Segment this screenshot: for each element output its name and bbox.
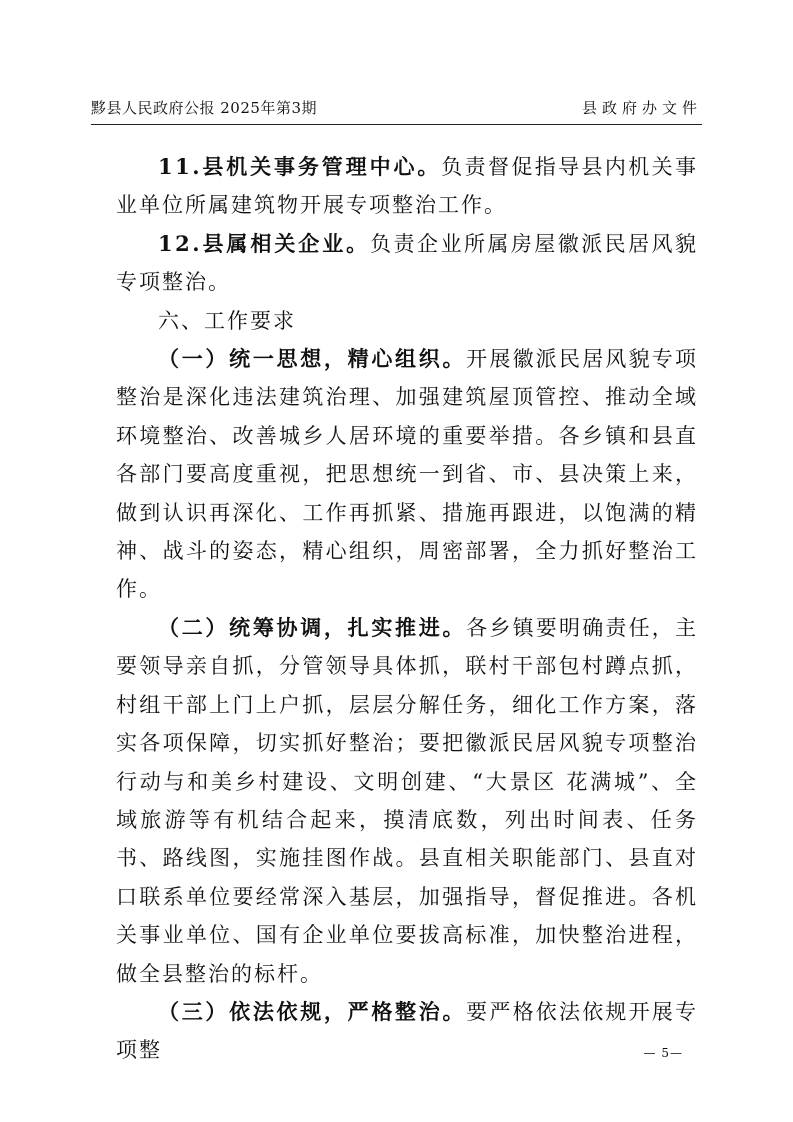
paragraph-requirement-2 [116,609,698,993]
item-heading: 11.县机关事务管理中心。 [158,154,442,179]
item-heading: 12.县属相关企业。 [158,230,371,256]
section-heading-text: 六、工作要求 [158,308,296,333]
paragraph-item-11 [116,148,698,225]
requirement-heading: （三）依法依规，严格整治。 [158,998,467,1024]
document-category: 县政府办文件 [581,99,702,117]
item-text: 负责企业所属房屋徽派民居风貌专项整治。 [116,231,698,295]
paragraph-requirement-1 [116,340,698,609]
document-body [116,148,698,1070]
requirement-heading: （二）统筹协调，扎实推进。 [158,614,467,640]
bulletin-issue-title: 黟县人民政府公报 2025年第3期 [91,99,317,117]
page-number: — 5— [643,1046,683,1060]
requirement-text: 各乡镇要明确责任，主要领导亲自抓，分管领导具体抓，联村干部包村蹲点抓，村组干部上门上户抓，层层分解任务，细化工作方案，落实各项保障，切实抓好整治；要把徽派民居风貌专项整治行动与和美乡村建设、文明创建、“大景区 花满城”、全域旅游等有机结合起来，摸清底数，列出时间表、任务书、路线图，实施挂图作战。县直相关职能部门、县直对口联系单位要经常深入基层，加强指导，督促推进。各机关事业单位、国有企业单位要拔高标准，加快整治进程，做全县整治的标杆。 [116,615,699,986]
paragraph-requirement-3 [116,993,698,1070]
requirement-heading: （一）统一思想，精心组织。 [158,346,467,372]
requirement-text: 要严格依法依规开展专项整 [116,999,699,1063]
section-heading-work-requirements [116,302,698,340]
requirement-text: 开展徽派民居风貌专项整治是深化违法建筑治理、加强建筑屋顶管控、推动全域环境整治、改善城乡人居环境的重要举措。各乡镇和县直各部门要高度重视，把思想统一到省、市、县决策上来，做到认识再深化、工作再抓紧、措施再跟进，以饱满的精神、战斗的姿态，精心组织，周密部署，全力抓好整治工作。 [116,347,699,602]
item-text: 负责督促指导县内机关事业单位所属建筑物开展专项整治工作。 [116,155,698,218]
running-header [91,96,702,125]
paragraph-item-12 [116,225,698,302]
